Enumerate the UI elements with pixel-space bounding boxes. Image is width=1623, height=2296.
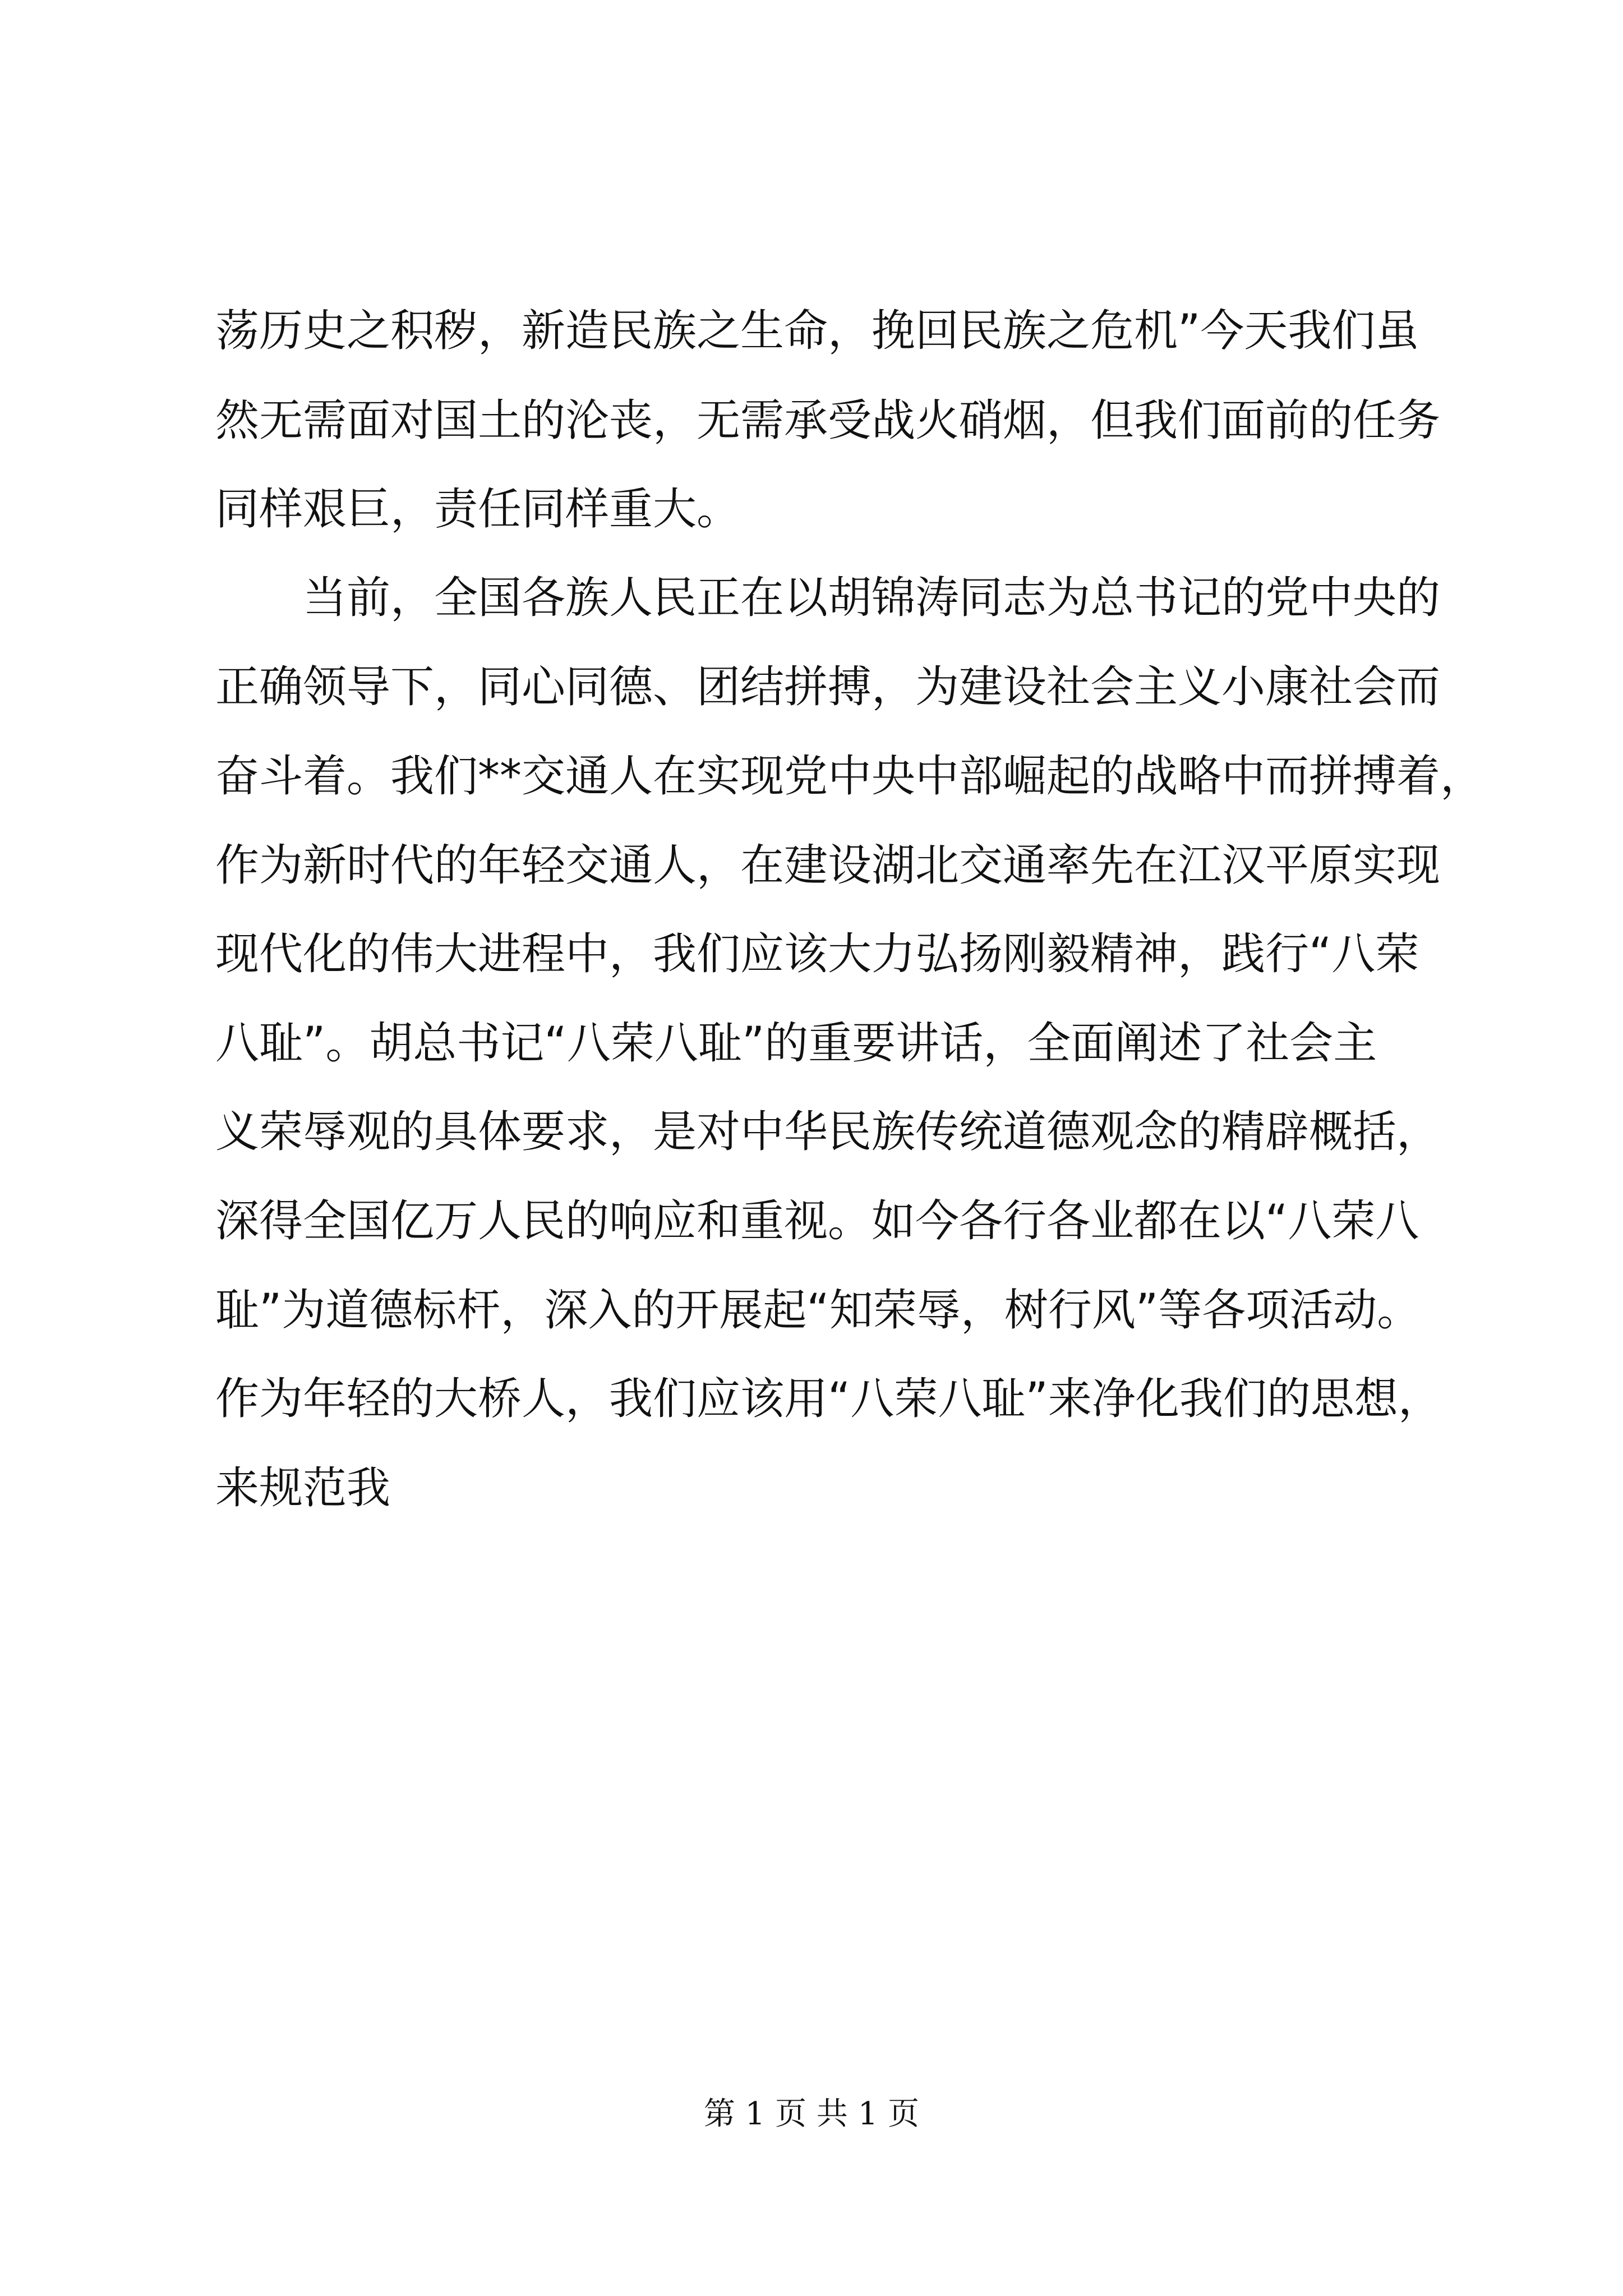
body-text-line: 奋斗着。我们**交通人在实现党中央中部崛起的战略中而拼搏着，	[215, 751, 1484, 802]
body-text-line: 荡历史之积秽，新造民族之生命，挽回民族之危机”今天我们虽	[215, 306, 1419, 356]
body-text-line: 然无需面对国土的沦丧，无需承受战火硝烟，但我们面前的任务	[215, 395, 1441, 446]
body-text-line: 正确领导下，同心同德、团结拼搏，为建设社会主义小康社会而	[215, 662, 1441, 712]
body-text-line: 八耻”。胡总书记“八荣八耻”的重要讲话，全面阐述了社会主	[215, 1018, 1377, 1069]
body-text-line: 深得全国亿万人民的响应和重视。如今各行各业都在以“八荣八	[215, 1196, 1419, 1246]
body-text-line: 义荣辱观的具体要求，是对中华民族传统道德观念的精辟概括，	[215, 1107, 1441, 1157]
body-text-line: 当前，全国各族人民正在以胡锦涛同志为总书记的党中央的	[215, 573, 1441, 623]
body-text-line: 作为新时代的年轻交通人，在建设湖北交通率先在江汉平原实现	[215, 840, 1441, 891]
page-number-footer: 第 1 页 共 1 页	[703, 2096, 920, 2132]
body-text-line: 来规范我	[215, 1463, 391, 1513]
body-text-line: 作为年轻的大桥人，我们应该用“八荣八耻”来净化我们的思想，	[215, 1374, 1442, 1424]
body-text-line: 现代化的伟大进程中，我们应该大力弘扬刚毅精神，践行“八荣	[215, 929, 1419, 979]
body-text-line: 同样艰巨，责任同样重大。	[215, 484, 741, 535]
body-text-line: 耻”为道德标杆，深入的开展起“知荣辱，树行风”等各项活动。	[215, 1285, 1421, 1336]
